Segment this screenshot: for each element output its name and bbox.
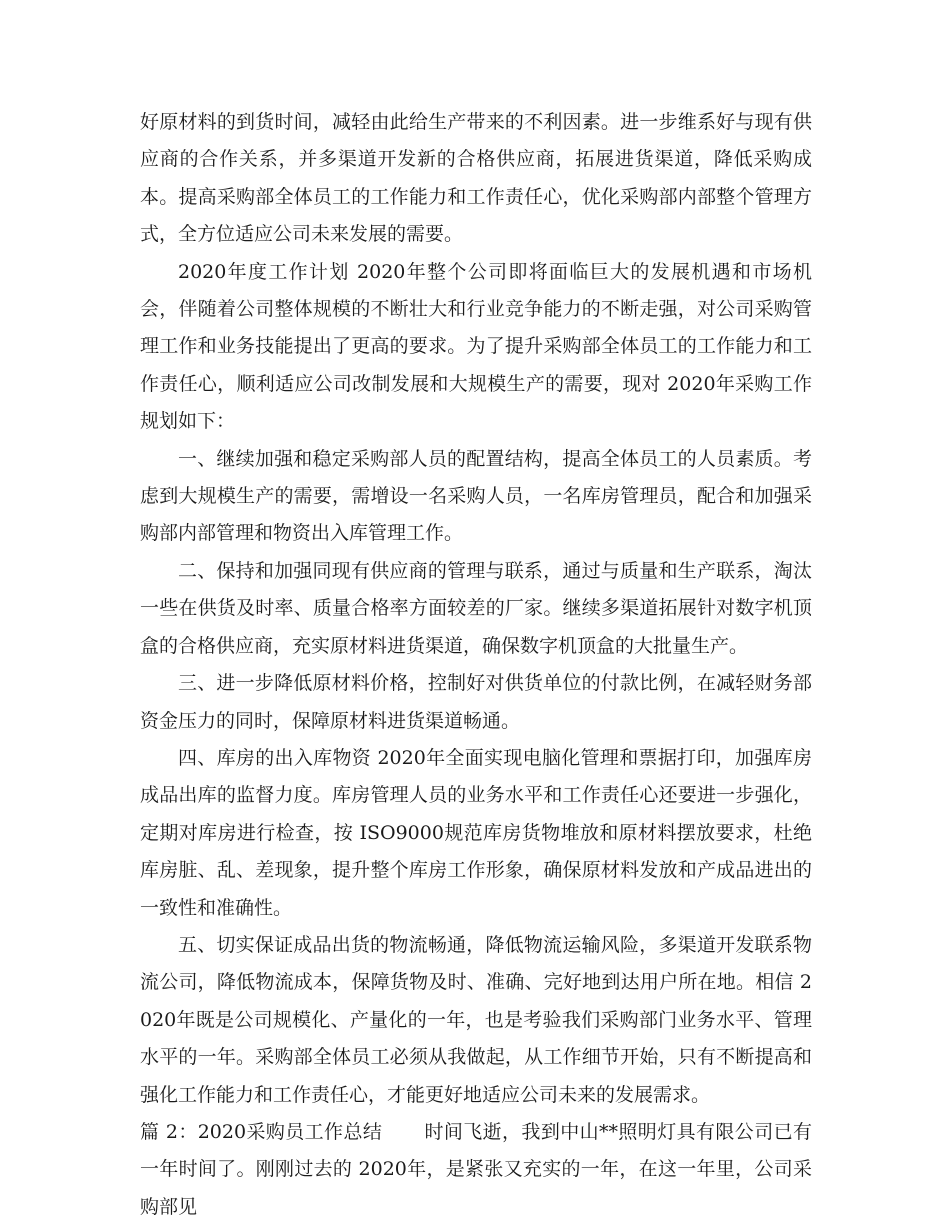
paragraph-continuation: 好原材料的到货时间，减轻由此给生产带来的不利因素。进一步维系好与现有供应商的合作关系，并多渠道开发新的合格供应商，拓展进货渠道，降低采购成本。提高采购部全体员工的工作能力和工作责任心，优化采购部内部整个管理方式，全方位适应公司未来发展的需要。: [140, 111, 812, 246]
document-body: [140, 104, 812, 1226]
paragraph-item-1: 一、继续加强和稳定采购部人员的配置结构，提高全体员工的人员素质。考虑到大规模生产的需要，需增设一名采购人员，一名库房管理员，配合和加强采购部内部管理和物资出入库管理工作。: [140, 447, 812, 545]
section-heading: 篇 2：2020采购员工作总结: [140, 1120, 383, 1143]
section-text: 时间飞逝，我到中山**照明灯具有限公司已有一年时间了。刚刚过去的 2020年，是紧张又充实的一年，在这一年里，公司采购部见: [140, 1120, 812, 1218]
paragraph-annual-plan: 2020年度工作计划 2020年整个公司即将面临巨大的发展机遇和市场机会，伴随着公司整体规模的不断壮大和行业竞争能力的不断走强，对公司采购管理工作和业务技能提出了更高的要求。为了提升采购部全体员工的工作能力和工作责任心，顺利适应公司改制发展和大规模生产的需要，现对 2020年采购工作规划如下：: [140, 260, 812, 433]
paragraph-item-5: 五、切实保证成品出货的物流畅通，降低物流运输风险，多渠道开发联系物流公司，降低物流成本，保障货物及时、准确、完好地到达用户所在地。相信 2020年既是公司规模化、产量化的一年，也是考验我们采购部门业务水平、管理水平的一年。采购部全体员工必须从我做起，从工作细节开始，只有不断提高和强化工作能力和工作责任心，才能更好地适应公司未来的发展需求。: [140, 933, 812, 1106]
paragraph-item-2: 二、保持和加强同现有供应商的管理与联系，通过与质量和生产联系，淘汰一些在供货及时率、质量合格率方面较差的厂家。继续多渠道拓展针对数字机顶盒的合格供应商，充实原材料进货渠道，确保数字机顶盒的大批量生产。: [140, 559, 812, 657]
paragraph-section-2: [140, 1114, 812, 1226]
paragraph-item-3: 三、进一步降低原材料价格，控制好对供货单位的付款比例，在减轻财务部资金压力的同时，保障原材料进货渠道畅通。: [140, 672, 812, 732]
paragraph-item-4: 四、库房的出入库物资 2020年全面实现电脑化管理和票据打印，加强库房成品出库的监督力度。库房管理人员的业务水平和工作责任心还要进一步强化，定期对库房进行检查，按 ISO9000规范库房货物堆放和原材料摆放要求，杜绝库房脏、乱、差现象，提升整个库房工作形象，确保原材料发放和产成品进出的一致性和准确性。: [140, 746, 812, 919]
